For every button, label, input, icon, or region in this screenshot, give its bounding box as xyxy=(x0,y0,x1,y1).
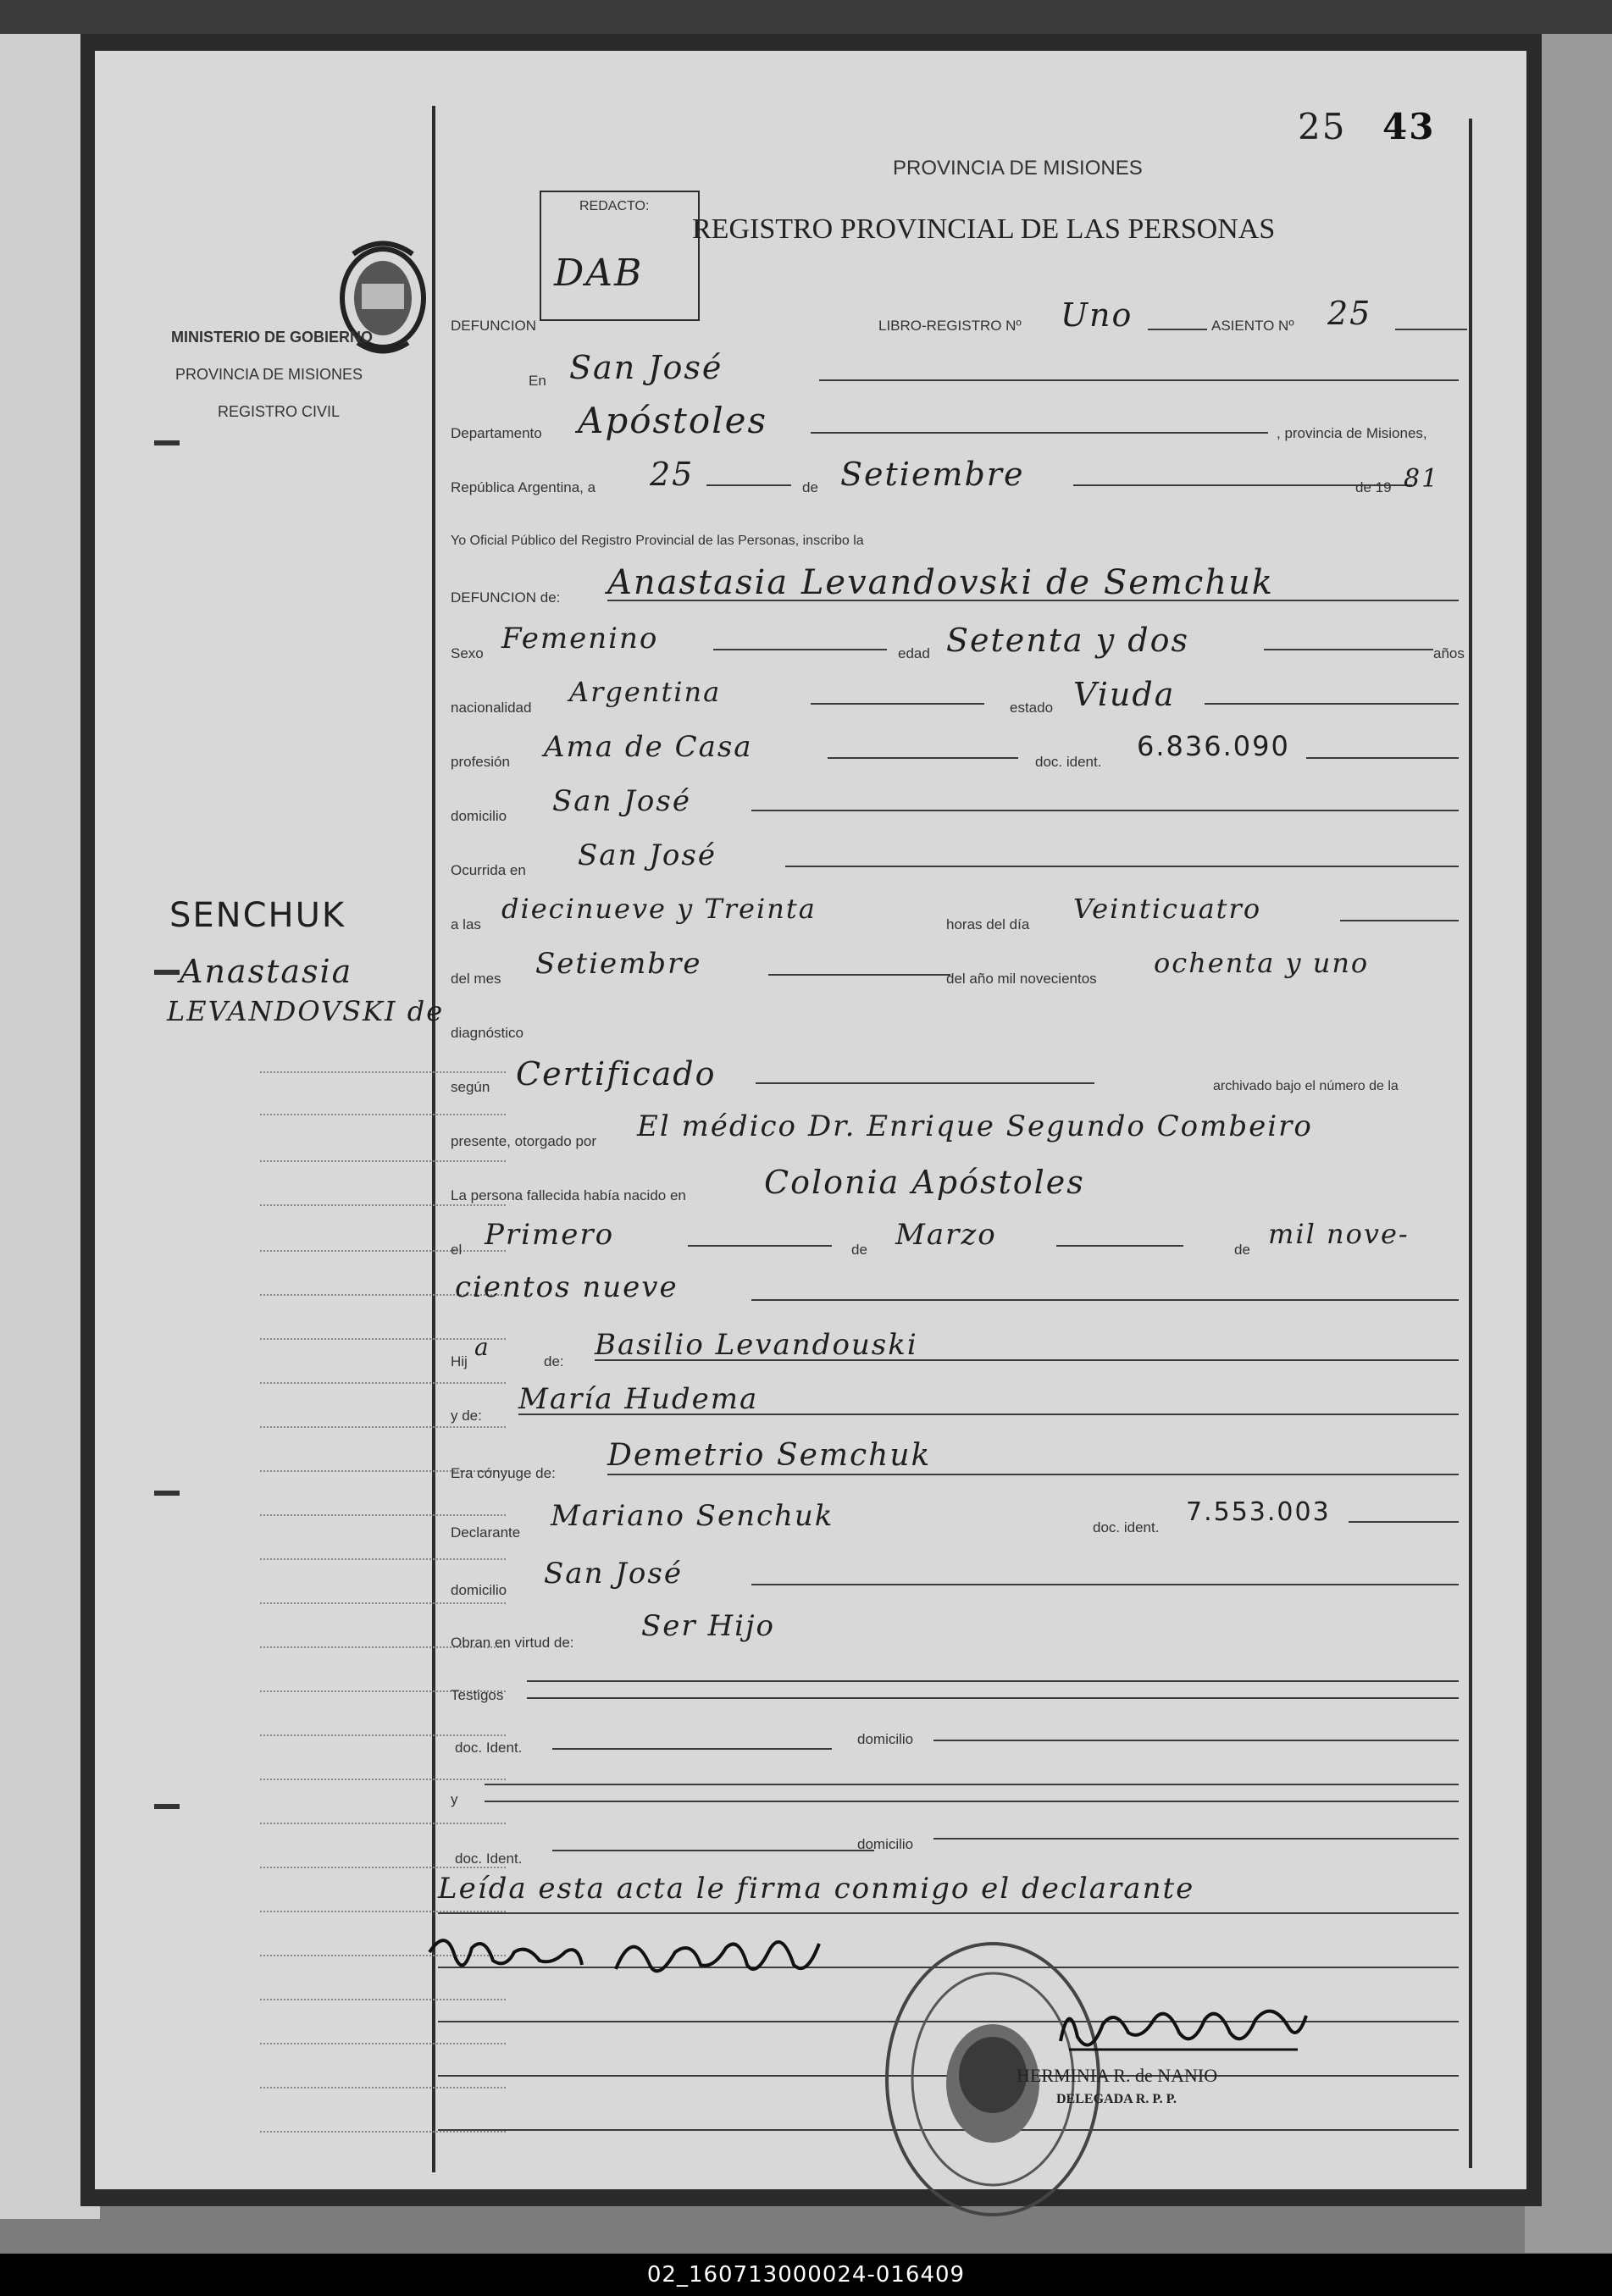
diagnostico-label: diagnóstico xyxy=(451,1025,524,1041)
ministry-line-1: MINISTERIO DE GOBIERNO xyxy=(171,329,374,346)
dia-muerte-value: Veinticuatro xyxy=(1073,893,1262,925)
decl-doc-label: doc. ident. xyxy=(1093,1519,1160,1535)
page-number: 25 xyxy=(1298,106,1347,147)
asiento-label: ASIENTO Nº xyxy=(1211,318,1294,334)
oficial-text: Yo Oficial Público del Registro Provincial de las Personas, inscribo la xyxy=(451,534,864,548)
estado-value: Viuda xyxy=(1073,676,1176,713)
asiento-value: 25 xyxy=(1327,295,1372,332)
anos-label: años xyxy=(1433,645,1465,661)
edad-value: Setenta y dos xyxy=(946,622,1190,659)
nac-anio-value: mil nove- xyxy=(1268,1218,1410,1250)
departamento-value: Apóstoles xyxy=(578,400,768,441)
anio-value: ochenta y uno xyxy=(1154,947,1370,979)
official-signature-icon xyxy=(1044,1990,1349,2066)
obran-label: Obran en virtud de: xyxy=(451,1635,574,1651)
segun-label: según xyxy=(451,1079,490,1095)
nac-dia-value: Primero xyxy=(485,1218,615,1252)
profesion-label: profesión xyxy=(451,754,510,770)
nac-mes-value: Marzo xyxy=(895,1218,997,1252)
conyuge-value: Demetrio Semchuk xyxy=(607,1438,932,1473)
nacionalidad-value: Argentina xyxy=(569,676,722,708)
y-de-label: y de: xyxy=(451,1408,482,1424)
ocurrida-label: Ocurrida en xyxy=(451,862,526,878)
official-name: HERMINIA R. de NANIO xyxy=(1017,2065,1218,2086)
header-title: REGISTRO PROVINCIAL DE LAS PERSONAS xyxy=(692,213,1276,245)
redacto-box xyxy=(540,191,700,321)
segun-value: Certificado xyxy=(516,1055,717,1093)
hij-label: Hij xyxy=(451,1353,468,1369)
document-page xyxy=(95,51,1526,2189)
horas-label: horas del día xyxy=(946,916,1030,932)
a-las-label: a las xyxy=(451,916,481,932)
declarante-label: Declarante xyxy=(451,1524,521,1541)
nac-de-label: de xyxy=(851,1242,867,1258)
nac-anio-value-continued: cientos nueve xyxy=(455,1270,679,1304)
sexo-label: Sexo xyxy=(451,645,484,661)
edad-label: edad xyxy=(898,645,930,661)
testigo1-doc-label: doc. Ident. xyxy=(455,1740,523,1756)
estado-label: estado xyxy=(1010,700,1054,716)
testigos-label: Testigos xyxy=(451,1687,504,1703)
ministry-line-2: PROVINCIA DE MISIONES xyxy=(175,366,363,383)
defuncion-de-label: DEFUNCION de: xyxy=(451,589,561,606)
margin-surname: SENCHUK xyxy=(169,896,346,935)
en-value: San José xyxy=(569,349,723,386)
horas-value: diecinueve y Treinta xyxy=(501,893,817,925)
en-label: En xyxy=(529,373,546,389)
sexo-value: Femenino xyxy=(501,622,659,656)
obran-value: Ser Hijo xyxy=(641,1609,776,1643)
dia-value: 25 xyxy=(650,456,695,493)
declarant-signature-icon xyxy=(421,1918,861,1994)
mes-muerte-value: Setiembre xyxy=(535,947,702,981)
anio-label: del año mil novecientos xyxy=(946,971,1097,987)
redacto-label: REDACTO: xyxy=(579,199,650,213)
closing-text: Leída esta acta le firma conmigo el declarante xyxy=(438,1872,1195,1906)
hij-suffix: a xyxy=(474,1333,490,1361)
margin-maiden-name: LEVANDOVSKI de xyxy=(167,995,445,1027)
madre-value: María Hudema xyxy=(518,1382,759,1416)
del-mes-label: del mes xyxy=(451,971,501,987)
image-caption: 02_160713000024-016409 xyxy=(0,2254,1612,2296)
de-label: de xyxy=(802,479,818,495)
ministry-line-3: REGISTRO CIVIL xyxy=(218,403,341,420)
libro-label: LIBRO-REGISTRO Nº xyxy=(878,318,1022,334)
testigo1-domicilio-label: domicilio xyxy=(857,1731,914,1747)
defuncion-label: DEFUNCION xyxy=(451,318,537,334)
left-margin-rule xyxy=(432,106,435,2172)
ocurrida-value: San José xyxy=(578,838,717,872)
presente-label: presente, otorgado por xyxy=(451,1133,597,1149)
nac-de2-label: de xyxy=(1234,1242,1250,1258)
nacido-value: Colonia Apóstoles xyxy=(764,1164,1085,1201)
libro-value: Uno xyxy=(1061,296,1133,334)
decl-domicilio-label: domicilio xyxy=(451,1582,507,1598)
y-label: y xyxy=(451,1791,458,1807)
de-year-label: de 19 xyxy=(1355,479,1392,495)
provincia-label: , provincia de Misiones, xyxy=(1277,425,1427,441)
page-number-overstrike: 43 xyxy=(1382,106,1436,147)
decl-doc-value: 7.553.003 xyxy=(1186,1497,1331,1527)
defuncion-de-value: Anastasia Levandovski de Semchuk xyxy=(607,563,1274,602)
conyuge-label: Era cónyuge de: xyxy=(451,1465,556,1481)
year-value: 81 xyxy=(1404,464,1440,494)
decl-domicilio-value: San José xyxy=(544,1557,683,1591)
nacido-label: La persona fallecida había nacido en xyxy=(451,1187,686,1203)
republica-label: República Argentina, a xyxy=(451,479,596,495)
margin-given-name: Anastasia xyxy=(180,953,353,990)
mes-value: Setiembre xyxy=(840,456,1025,493)
doc-ident-value: 6.836.090 xyxy=(1137,730,1290,762)
doc-ident-label: doc. ident. xyxy=(1035,754,1102,770)
nacionalidad-label: nacionalidad xyxy=(451,700,532,716)
domicilio-label: domicilio xyxy=(451,808,507,824)
hij-de-label: de: xyxy=(544,1353,564,1369)
right-margin-rule xyxy=(1469,119,1472,2168)
official-title: DELEGADA R. P. P. xyxy=(1056,2092,1177,2106)
binding-holes xyxy=(95,51,112,2189)
presente-value: El médico Dr. Enrique Segundo Combeiro xyxy=(637,1109,1313,1143)
testigo2-doc-label: doc. Ident. xyxy=(455,1851,523,1867)
archivado-label: archivado bajo el número de la xyxy=(1213,1079,1399,1093)
redacto-value: DAB xyxy=(554,252,644,295)
testigo2-domicilio-label: domicilio xyxy=(857,1836,914,1852)
el-label: el xyxy=(451,1242,463,1258)
padre-value: Basilio Levandouski xyxy=(595,1328,918,1362)
departamento-label: Departamento xyxy=(451,425,542,441)
domicilio-value: San José xyxy=(552,784,691,818)
header-province: PROVINCIA DE MISIONES xyxy=(893,157,1143,180)
declarante-value: Mariano Senchuk xyxy=(551,1499,834,1533)
profesion-value: Ama de Casa xyxy=(544,730,753,764)
